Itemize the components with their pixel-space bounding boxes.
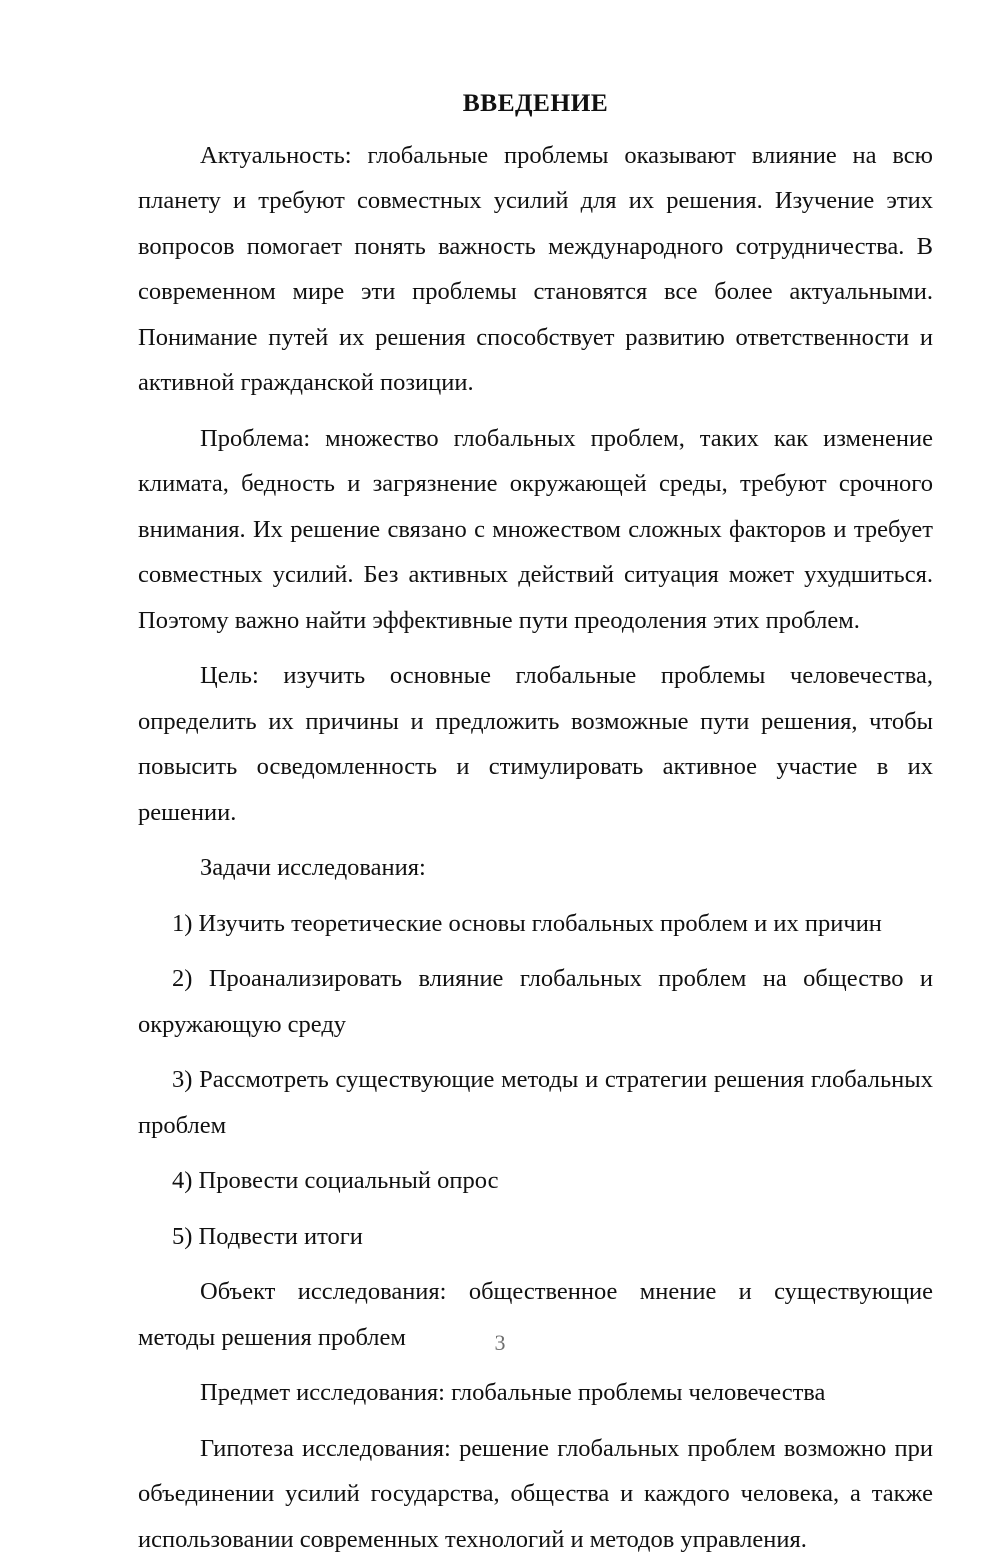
paragraph-spacer	[138, 835, 933, 845]
list-item: 3) Рассмотреть существующие методы и стратегии решения глобальных проблем	[138, 1066, 933, 1139]
list-spacer	[138, 1148, 933, 1158]
list-spacer	[138, 1047, 933, 1057]
list-spacer	[138, 1204, 933, 1214]
paragraph-object: Объект исследования: общественное мнение и существующие методы решения проблем	[138, 1278, 933, 1351]
list-item: 1) Изучить теоретические основы глобальных проблем и их причин	[172, 909, 882, 937]
paragraph-spacer	[138, 1360, 933, 1370]
list-item: 5) Подвести итоги	[172, 1222, 363, 1250]
tasks-heading: Задачи исследования:	[200, 854, 426, 882]
paragraph-goal: Цель: изучить основные глобальные проблемы человечества, определить их причины и предложить возможные пути решения, чтобы повысить осведомленность и стимулировать активное участие в их решении.	[138, 662, 933, 826]
list-spacer	[138, 946, 933, 956]
paragraph-spacer	[138, 1259, 933, 1269]
paragraph-subject: Предмет исследования: глобальные проблемы человечества	[200, 1379, 826, 1407]
list-item: 4) Провести социальный опрос	[172, 1167, 499, 1195]
list-spacer	[138, 891, 933, 901]
paragraph-spacer	[138, 406, 933, 416]
paragraph-relevance: Актуальность: глобальные проблемы оказывают влияние на всю планету и требуют совместных усилий для их решения. Изучение этих вопросов помогает понять важность международного сотрудничества. В современном мире эти проблемы становятся все более актуальными. Понимание путей их решения способствует развитию ответственности и активной гражданской позиции.	[138, 141, 933, 397]
page-title: ВВЕДЕНИЕ	[462, 88, 609, 117]
paragraph-spacer	[138, 1416, 933, 1426]
page-number: 3	[494, 1330, 506, 1355]
list-item: 2) Проанализировать влияние глобальных проблем на общество и окружающую среду	[138, 965, 933, 1038]
paragraph-hypothesis: Гипотеза исследования: решение глобальных проблем возможно при объединении усилий государства, общества и каждого человека, а также использовании современных технологий и методов управления.	[138, 1434, 933, 1553]
paragraph-problem: Проблема: множество глобальных проблем, таких как изменение климата, бедность и загрязнение окружающей среды, требуют срочного внимания. Их решение связано с множеством сложных факторов и требует совместных усилий. Без активных действий ситуация может ухудшиться. Поэтому важно найти эффективные пути преодоления этих проблем.	[138, 424, 933, 634]
paragraph-spacer	[138, 643, 933, 653]
